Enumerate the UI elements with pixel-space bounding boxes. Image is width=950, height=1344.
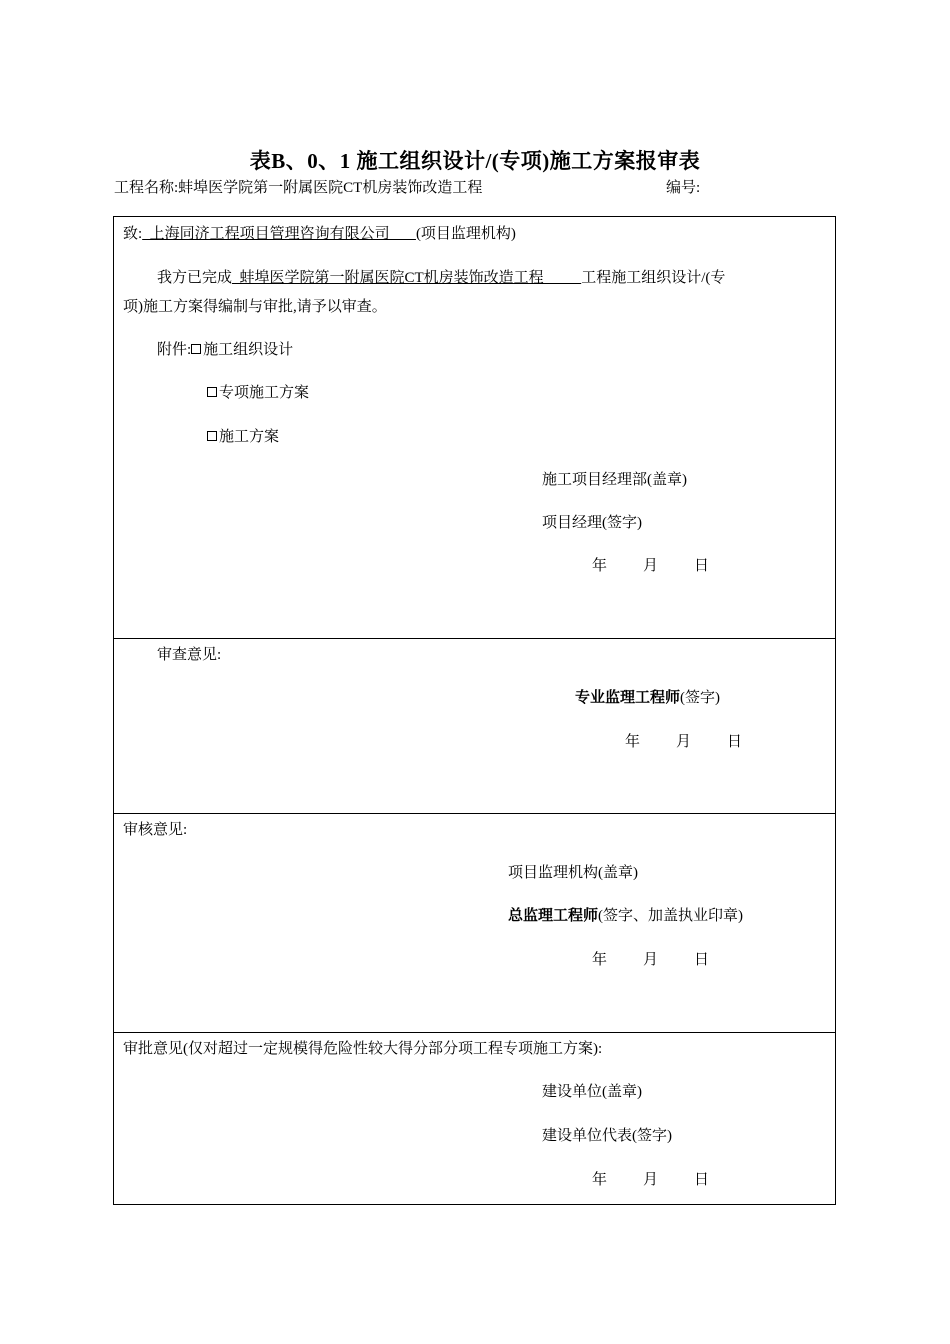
attachment-label: 附件:	[157, 342, 192, 358]
number-label: 编号:	[666, 180, 701, 196]
date-day: 日	[727, 734, 743, 750]
date-line	[592, 948, 709, 969]
date-line	[592, 1168, 709, 1189]
date-year: 年	[592, 558, 608, 574]
submission-section	[114, 217, 835, 638]
date-year: 年	[625, 734, 641, 750]
page-title: 表B、0、1 施工组织设计/(专项)施工方案报审表	[249, 149, 701, 173]
body-suffix: 工程施工组织设计/(专	[581, 270, 726, 286]
date-month: 月	[643, 952, 659, 968]
date-day: 日	[694, 1172, 710, 1188]
sign-owner-unit: 建设单位(盖章)	[542, 1084, 642, 1100]
project-name: 工程名称:蚌埠医学院第一附属医院CT机房装饰改造工程	[114, 180, 483, 196]
date-line	[625, 730, 742, 751]
attachment-line	[207, 381, 309, 402]
review-section	[114, 638, 835, 814]
attachment-line	[157, 338, 293, 359]
body-line-1	[157, 266, 725, 287]
specialist-engineer-label: 专业监理工程师	[575, 689, 681, 706]
to-suffix: (项目监理机构)	[415, 226, 516, 242]
sign-chief-engineer	[508, 904, 743, 925]
sign-project-dept: 施工项目经理部(盖章)	[542, 472, 687, 488]
date-month: 月	[643, 1172, 659, 1188]
body-prefix: 我方已完成	[157, 270, 233, 286]
date-month: 月	[643, 558, 659, 574]
supervision-org: 上海同济工程项目管理咨询有限公司	[142, 226, 416, 242]
sign-specialist-engineer	[575, 686, 720, 707]
date-day: 日	[694, 558, 710, 574]
chief-engineer-suffix: (签字、加盖执业印章)	[598, 908, 744, 924]
attachment-construction-design: 施工组织设计	[203, 342, 294, 358]
approval-form	[113, 216, 836, 1205]
specialist-engineer-suffix: (签字)	[680, 690, 721, 706]
audit-label: 审核意见:	[123, 822, 188, 838]
date-line	[592, 554, 709, 575]
addressee-line	[123, 222, 516, 243]
checkbox[interactable]	[207, 431, 217, 441]
sign-supervision-org: 项目监理机构(盖章)	[508, 865, 638, 881]
checkbox[interactable]	[191, 344, 201, 354]
attachment-construction-plan: 施工方案	[219, 429, 280, 445]
sign-project-manager: 项目经理(签字)	[542, 515, 642, 531]
date-day: 日	[694, 952, 710, 968]
body-line-2: 项)施工方案得编制与审批,请予以审查。	[123, 299, 387, 315]
attachment-line	[207, 425, 279, 446]
sign-owner-rep: 建设单位代表(签字)	[542, 1128, 672, 1144]
to-prefix: 致:	[123, 226, 143, 242]
body-project: 蚌埠医学院第一附属医院CT机房装饰改造工程	[232, 270, 582, 286]
chief-engineer-label: 总监理工程师	[508, 907, 599, 924]
approval-section	[114, 1032, 835, 1207]
attachment-special-plan: 专项施工方案	[219, 385, 310, 401]
date-year: 年	[592, 952, 608, 968]
date-year: 年	[592, 1172, 608, 1188]
approval-label: 审批意见(仅对超过一定规模得危险性较大得分部分项工程专项施工方案):	[123, 1041, 603, 1057]
audit-section	[114, 813, 835, 1033]
checkbox[interactable]	[207, 387, 217, 397]
date-month: 月	[676, 734, 692, 750]
review-label: 审查意见:	[157, 647, 222, 663]
